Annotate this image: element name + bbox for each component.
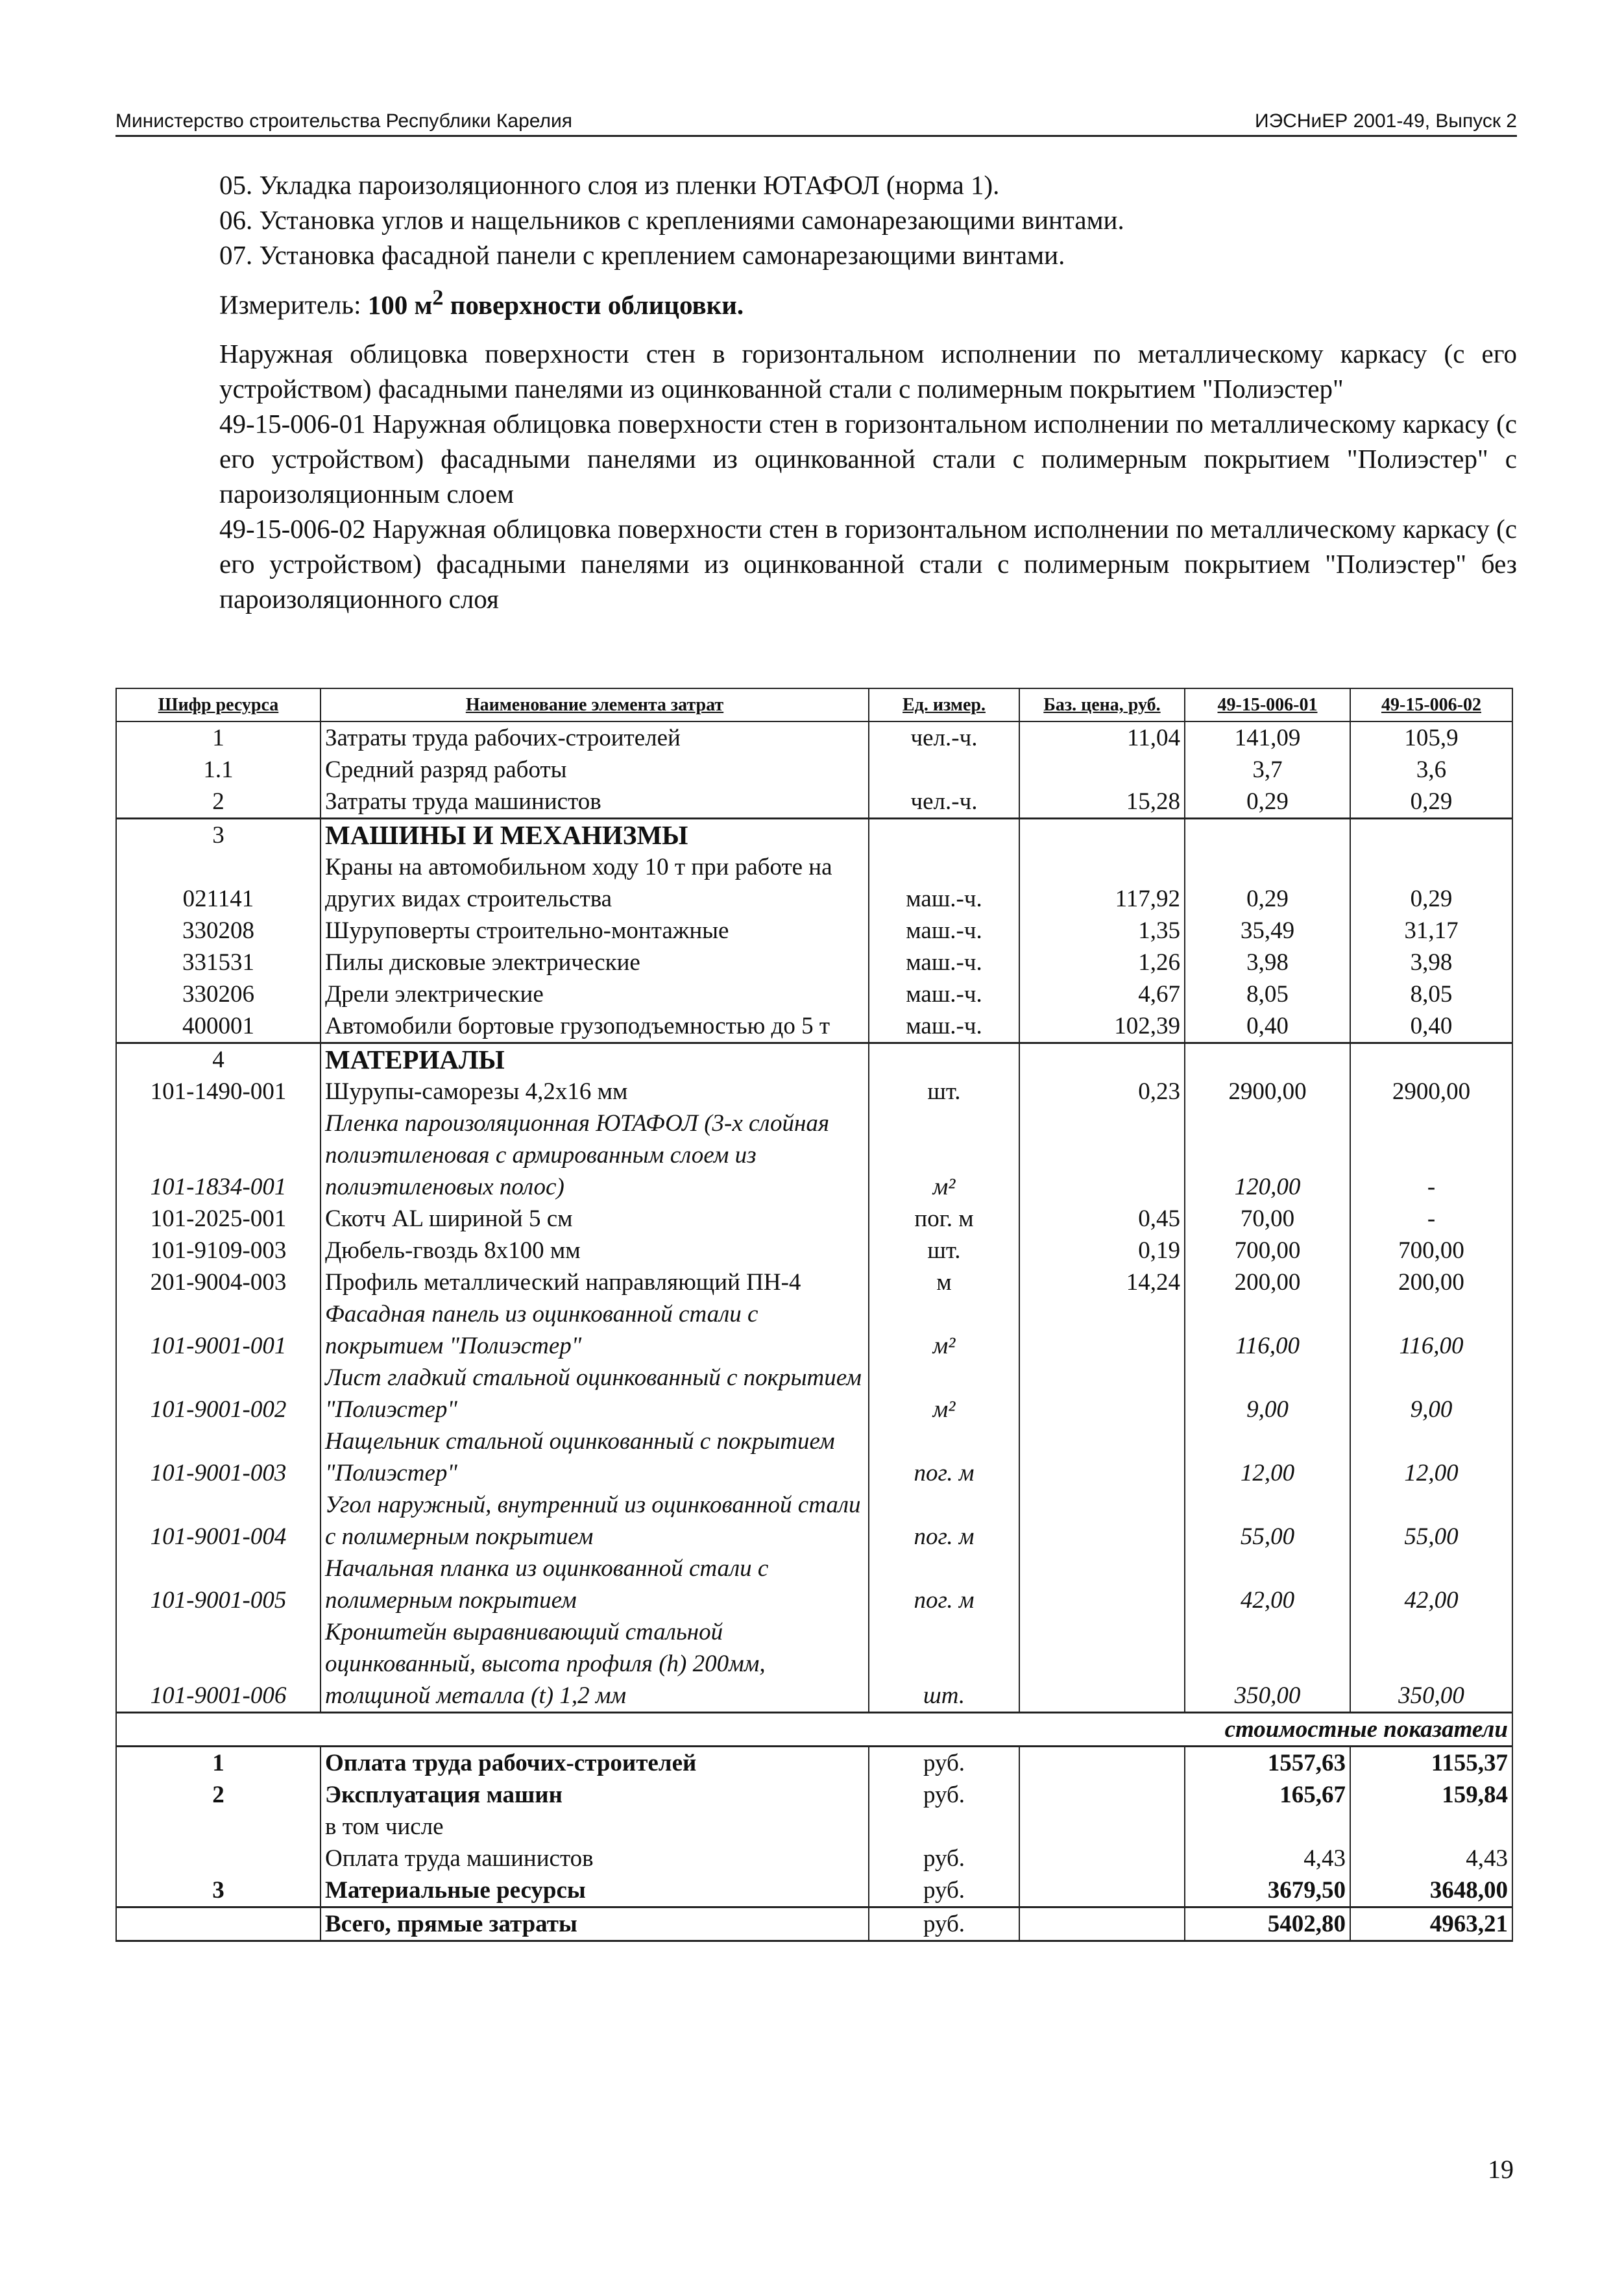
cell-name: Эксплуатация машин — [321, 1779, 869, 1811]
cell-price: 14,24 — [1019, 1266, 1185, 1298]
cost-row — [116, 1811, 1512, 1843]
description-norm-02: 49-15-006-02 Наружная облицовка поверхности стен в горизонтальном исполнении по металлическому каркасу (с его устройством) фасадными панелями из оцинкованной стали с полимерным покрытием "Полиэстер" без пароизоляционного слоя — [219, 514, 1517, 614]
section-title-materials: МАТЕРИАЛЫ — [321, 1043, 869, 1076]
cell-unit: шт. — [869, 1076, 1019, 1108]
cell-name: Затраты труда машинистов — [321, 786, 869, 819]
cell-norm-01: 116,00 — [1185, 1298, 1350, 1362]
cell-price: 11,04 — [1019, 721, 1185, 754]
col-header-norm-01: 49-15-006-01 — [1185, 688, 1350, 721]
cell-norm-01: 120,00 — [1185, 1108, 1350, 1203]
cell-code: 330206 — [116, 978, 321, 1010]
meter-line — [219, 285, 744, 321]
header-document-code: ИЭСНиЕР 2001-49, Выпуск 2 — [1255, 110, 1517, 132]
cell-price: 0,45 — [1019, 1203, 1185, 1235]
cell-norm-01: 3,98 — [1185, 947, 1350, 978]
cell-name: Шурупы-саморезы 4,2х16 мм — [321, 1076, 869, 1108]
cell-name: Оплата труда рабочих-строителей — [321, 1747, 869, 1780]
table-row — [116, 1076, 1512, 1108]
cell-norm-02: 3648,00 — [1350, 1874, 1512, 1907]
cost-row — [116, 1843, 1512, 1874]
cell-name: Оплата труда машинистов — [321, 1843, 869, 1874]
cell-norm-02: 116,00 — [1350, 1298, 1512, 1362]
table-row — [116, 851, 1512, 915]
cell-norm-02 — [1350, 1811, 1512, 1843]
cell-code: 201-9004-003 — [116, 1266, 321, 1298]
table-header-row — [116, 688, 1512, 721]
table-row — [116, 1266, 1512, 1298]
cell-name: Лист гладкий стальной оцинкованный с покрытием "Полиэстер" — [321, 1362, 869, 1425]
table-row — [116, 947, 1512, 978]
cell-norm-02: 55,00 — [1350, 1489, 1512, 1553]
cell-unit: маш.-ч. — [869, 978, 1019, 1010]
cell-price: 117,92 — [1019, 851, 1185, 915]
page-header — [115, 108, 1517, 137]
cell-unit: м — [869, 1266, 1019, 1298]
col-header-unit: Ед. измер. — [869, 688, 1019, 721]
operation-item: 05. Укладка пароизоляционного слоя из пленки ЮТАФОЛ (норма 1). — [219, 170, 1000, 200]
cell-price — [1019, 1616, 1185, 1713]
cell-price — [1019, 1108, 1185, 1203]
cell-price: 1,35 — [1019, 915, 1185, 947]
cell-name: Дрели электрические — [321, 978, 869, 1010]
cell-norm-01: 165,67 — [1185, 1779, 1350, 1811]
cell-norm-02: 4963,21 — [1350, 1907, 1512, 1941]
cell-code: 1.1 — [116, 754, 321, 786]
cell-price — [1019, 1362, 1185, 1425]
cost-indicators-title: стоимостные показатели — [116, 1713, 1512, 1747]
cell-price — [1019, 754, 1185, 786]
table-section-row — [116, 1043, 1512, 1076]
page-number: 19 — [1488, 2155, 1514, 2184]
cell-unit — [869, 1811, 1019, 1843]
cell-norm-01: 70,00 — [1185, 1203, 1350, 1235]
table-row — [116, 1203, 1512, 1235]
cell-norm-01: 3,7 — [1185, 754, 1350, 786]
table-row — [116, 915, 1512, 947]
cell-norm-01: 350,00 — [1185, 1616, 1350, 1713]
cell-norm-02: - — [1350, 1203, 1512, 1235]
cell-unit: чел.-ч. — [869, 721, 1019, 754]
cell-price — [1019, 1425, 1185, 1489]
operations-list — [219, 167, 1124, 272]
cell-unit: м² — [869, 1362, 1019, 1425]
cell-norm-01: 12,00 — [1185, 1425, 1350, 1489]
cell-code: 330208 — [116, 915, 321, 947]
cell-code: 101-1834-001 — [116, 1108, 321, 1203]
cost-row — [116, 1874, 1512, 1907]
cell-code: 101-9001-001 — [116, 1298, 321, 1362]
meter-sup: 2 — [432, 285, 444, 309]
cell-norm-02: 105,9 — [1350, 721, 1512, 754]
cell-norm-02: - — [1350, 1108, 1512, 1203]
cell-name: Пилы дисковые электрические — [321, 947, 869, 978]
cell-code: 3 — [116, 1874, 321, 1907]
cell-name: Скотч AL шириной 5 см — [321, 1203, 869, 1235]
meter-value: 100 м — [367, 289, 433, 320]
cell-norm-02: 350,00 — [1350, 1616, 1512, 1713]
section-title-machines: МАШИНЫ И МЕХАНИЗМЫ — [321, 819, 869, 852]
cell-unit: шт. — [869, 1616, 1019, 1713]
cell-norm-01: 700,00 — [1185, 1235, 1350, 1266]
table-row — [116, 1108, 1512, 1203]
cell-unit: чел.-ч. — [869, 786, 1019, 819]
cell-code: 101-9001-002 — [116, 1362, 321, 1425]
cell-unit: пог. м — [869, 1425, 1019, 1489]
operation-item: 06. Установка углов и нащельников с креплениями самонарезающими винтами. — [219, 205, 1124, 235]
cell-code — [116, 1811, 321, 1843]
cost-indicators-header-row — [116, 1713, 1512, 1747]
cell-norm-01: 55,00 — [1185, 1489, 1350, 1553]
cell-norm-02: 159,84 — [1350, 1779, 1512, 1811]
cell-unit: руб. — [869, 1874, 1019, 1907]
table-row — [116, 1616, 1512, 1713]
cell-name: Профиль металлический направляющий ПН-4 — [321, 1266, 869, 1298]
cell-code: 101-1490-001 — [116, 1076, 321, 1108]
table-row — [116, 1010, 1512, 1043]
table-row — [116, 1553, 1512, 1616]
cell-norm-01: 35,49 — [1185, 915, 1350, 947]
cell-unit: пог. м — [869, 1553, 1019, 1616]
cell-unit: маш.-ч. — [869, 947, 1019, 978]
table-row — [116, 1362, 1512, 1425]
cell-norm-01: 2900,00 — [1185, 1076, 1350, 1108]
col-header-norm-02: 49-15-006-02 — [1350, 688, 1512, 721]
table-row — [116, 754, 1512, 786]
cell-norm-02: 4,43 — [1350, 1843, 1512, 1874]
cell-norm-02: 0,29 — [1350, 851, 1512, 915]
cell-code: 1 — [116, 721, 321, 754]
cell-norm-01: 4,43 — [1185, 1843, 1350, 1874]
cell-price — [1019, 1298, 1185, 1362]
cell-code: 2 — [116, 1779, 321, 1811]
description-norm-01: 49-15-006-01 Наружная облицовка поверхности стен в горизонтальном исполнении по металлическому каркасу (с его устройством) фасадными панелями из оцинкованной стали с полимерным покрытием "Полиэстер" с пароизоляционным слоем — [219, 409, 1517, 509]
cell-norm-02: 31,17 — [1350, 915, 1512, 947]
cell-norm-01: 0,29 — [1185, 786, 1350, 819]
cell-unit: руб. — [869, 1907, 1019, 1941]
cell-unit: пог. м — [869, 1203, 1019, 1235]
cell-name: Средний разряд работы — [321, 754, 869, 786]
col-header-code: Шифр ресурса — [116, 688, 321, 721]
cell-norm-01: 8,05 — [1185, 978, 1350, 1010]
cell-name: Пленка пароизоляционная ЮТАФОЛ (3-х слойная полиэтиленовая с армированным слоем из полиэтиленовых полос) — [321, 1108, 869, 1203]
table-row — [116, 1425, 1512, 1489]
cell-code: 4 — [116, 1043, 321, 1076]
cell-norm-02: 2900,00 — [1350, 1076, 1512, 1108]
cell-code: 331531 — [116, 947, 321, 978]
cell-code — [116, 1907, 321, 1941]
cell-unit: маш.-ч. — [869, 1010, 1019, 1043]
table-section-row — [116, 819, 1512, 852]
cell-norm-01: 3679,50 — [1185, 1874, 1350, 1907]
cell-norm-02: 700,00 — [1350, 1235, 1512, 1266]
cell-price — [1019, 1489, 1185, 1553]
cell-norm-02: 1155,37 — [1350, 1747, 1512, 1780]
cost-row — [116, 1747, 1512, 1780]
cost-total-row — [116, 1907, 1512, 1941]
cell-norm-02: 9,00 — [1350, 1362, 1512, 1425]
meter-rest: поверхности облицовки. — [443, 289, 744, 320]
col-header-name: Наименование элемента затрат — [321, 688, 869, 721]
cell-norm-02: 0,29 — [1350, 786, 1512, 819]
table-row — [116, 1298, 1512, 1362]
cell-code: 101-9109-003 — [116, 1235, 321, 1266]
cell-code: 101-9001-005 — [116, 1553, 321, 1616]
cell-price — [1019, 1553, 1185, 1616]
cell-price: 0,19 — [1019, 1235, 1185, 1266]
cell-name: Нащельник стальной оцинкованный с покрытием "Полиэстер" — [321, 1425, 869, 1489]
cell-unit — [869, 754, 1019, 786]
cell-unit: м² — [869, 1108, 1019, 1203]
cell-code: 400001 — [116, 1010, 321, 1043]
table-row — [116, 978, 1512, 1010]
cell-unit: руб. — [869, 1747, 1019, 1780]
cell-code: 021141 — [116, 851, 321, 915]
cell-code — [116, 1843, 321, 1874]
cell-name: Автомобили бортовые грузоподъемностью до 5 т — [321, 1010, 869, 1043]
cell-norm-01: 0,40 — [1185, 1010, 1350, 1043]
cell-code: 1 — [116, 1747, 321, 1780]
cell-unit: м² — [869, 1298, 1019, 1362]
cell-price: 1,26 — [1019, 947, 1185, 978]
cell-norm-02: 3,98 — [1350, 947, 1512, 978]
cell-unit: маш.-ч. — [869, 851, 1019, 915]
cell-norm-02: 42,00 — [1350, 1553, 1512, 1616]
table-row — [116, 721, 1512, 754]
table-row — [116, 786, 1512, 819]
cell-price: 4,67 — [1019, 978, 1185, 1010]
cell-code: 3 — [116, 819, 321, 852]
cell-norm-01 — [1185, 1811, 1350, 1843]
cell-norm-01: 9,00 — [1185, 1362, 1350, 1425]
cell-norm-01: 5402,80 — [1185, 1907, 1350, 1941]
table-row — [116, 1235, 1512, 1266]
cell-unit: руб. — [869, 1779, 1019, 1811]
cell-code: 2 — [116, 786, 321, 819]
cell-unit: пог. м — [869, 1489, 1019, 1553]
cell-norm-02: 12,00 — [1350, 1425, 1512, 1489]
cell-name: Кронштейн выравнивающий стальной оцинкованный, высота профиля (h) 200мм, толщиной металла (t) 1,2 мм — [321, 1616, 869, 1713]
cell-code: 101-9001-004 — [116, 1489, 321, 1553]
cell-name: Дюбель-гвоздь 8х100 мм — [321, 1235, 869, 1266]
cell-price: 15,28 — [1019, 786, 1185, 819]
header-ministry: Министерство строительства Республики Карелия — [115, 110, 572, 132]
cell-code: 101-2025-001 — [116, 1203, 321, 1235]
cell-norm-02: 3,6 — [1350, 754, 1512, 786]
cell-norm-01: 200,00 — [1185, 1266, 1350, 1298]
cell-name: Материальные ресурсы — [321, 1874, 869, 1907]
cell-code: 101-9001-006 — [116, 1616, 321, 1713]
table-row — [116, 1489, 1512, 1553]
cell-norm-02: 200,00 — [1350, 1266, 1512, 1298]
description-intro: Наружная облицовка поверхности стен в горизонтальном исполнении по металлическому каркасу (с его устройством) фасадными панелями из оцинкованной стали с полимерным покрытием "Полиэстер" — [219, 339, 1517, 404]
norm-description — [219, 336, 1517, 616]
meter-label: Измеритель: — [219, 289, 361, 320]
cell-norm-02: 8,05 — [1350, 978, 1512, 1010]
cell-unit: маш.-ч. — [869, 915, 1019, 947]
cell-name: в том числе — [321, 1811, 869, 1843]
col-header-price: Баз. цена, руб. — [1019, 688, 1185, 721]
cell-norm-01: 0,29 — [1185, 851, 1350, 915]
cell-unit: руб. — [869, 1843, 1019, 1874]
cell-price: 0,23 — [1019, 1076, 1185, 1108]
operation-item: 07. Установка фасадной панели с креплением самонарезающими винтами. — [219, 240, 1065, 270]
cell-price: 102,39 — [1019, 1010, 1185, 1043]
cell-norm-02: 0,40 — [1350, 1010, 1512, 1043]
cost-row — [116, 1779, 1512, 1811]
cell-name: Фасадная панель из оцинкованной стали с покрытием "Полиэстер" — [321, 1298, 869, 1362]
resources-table — [115, 688, 1513, 1942]
cell-name: Шуруповерты строительно-монтажные — [321, 915, 869, 947]
cell-norm-01: 42,00 — [1185, 1553, 1350, 1616]
cell-norm-01: 141,09 — [1185, 721, 1350, 754]
cell-norm-01: 1557,63 — [1185, 1747, 1350, 1780]
cell-name: Всего, прямые затраты — [321, 1907, 869, 1941]
cell-code: 101-9001-003 — [116, 1425, 321, 1489]
cell-unit: шт. — [869, 1235, 1019, 1266]
cell-name: Затраты труда рабочих-строителей — [321, 721, 869, 754]
cell-name: Краны на автомобильном ходу 10 т при работе на других видах строительства — [321, 851, 869, 915]
cell-name: Угол наружный, внутренний из оцинкованной стали с полимерным покрытием — [321, 1489, 869, 1553]
cell-name: Начальная планка из оцинкованной стали с полимерным покрытием — [321, 1553, 869, 1616]
